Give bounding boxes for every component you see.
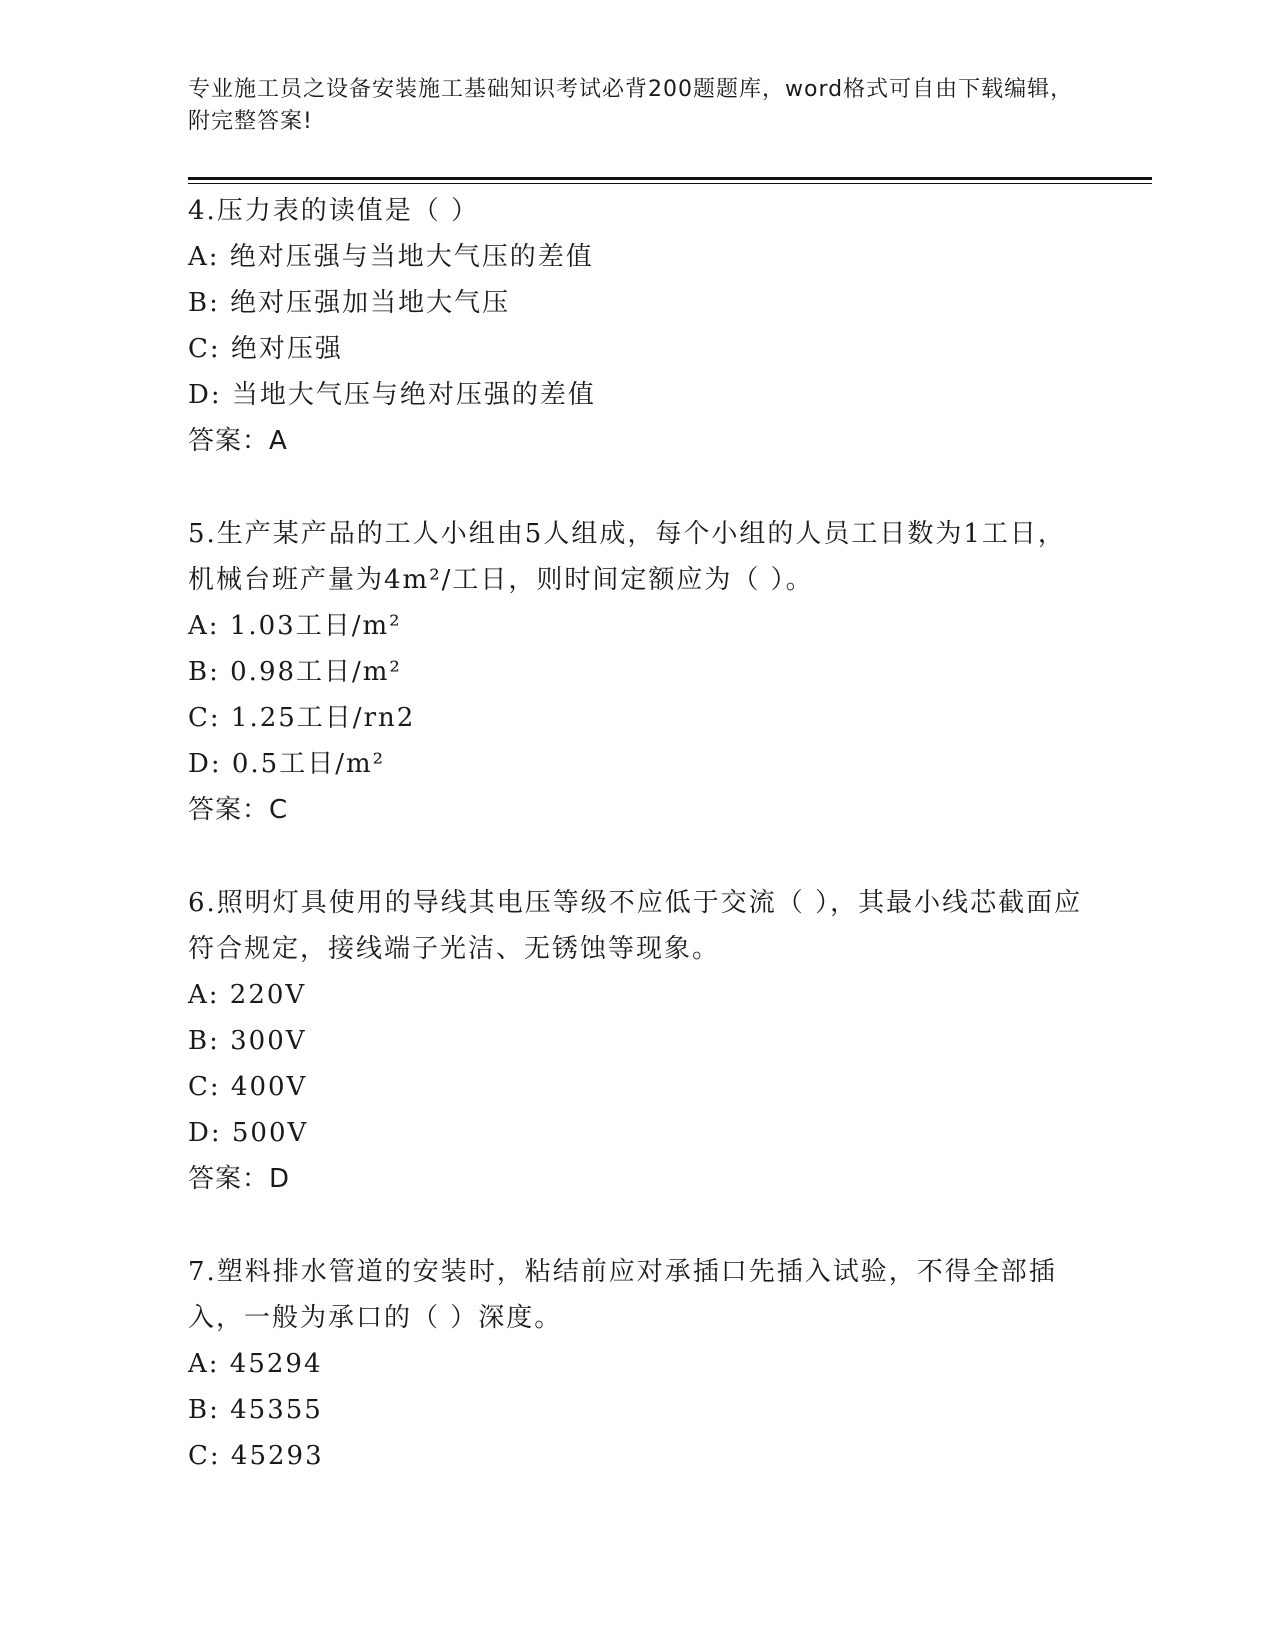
question-stem: 7.塑料排水管道的安装时，粘结前应对承插口先插入试验，不得全部插入，一般为承口的（ ）深度。 xyxy=(188,1257,1057,1333)
question-4 xyxy=(188,188,1088,464)
answer: 答案：C xyxy=(188,795,289,825)
option-b: B: 0.98工日/m² xyxy=(188,657,402,687)
option-b: B: 绝对压强加当地大气压 xyxy=(188,288,511,318)
question-stem: 5.生产某产品的工人小组由5人组成，每个小组的人员工日数为1工日，机械台班产量为4m²/工日，则时间定额应为（ ）。 xyxy=(188,519,1066,595)
header-divider-thick xyxy=(188,177,1152,180)
option-c: C: 45293 xyxy=(188,1441,324,1471)
question-stem: 4.压力表的读值是（ ） xyxy=(188,196,480,226)
option-a: A: 45294 xyxy=(188,1349,323,1379)
question-6 xyxy=(188,880,1088,1202)
option-c: C: 绝对压强 xyxy=(188,334,343,364)
question-7 xyxy=(188,1249,1088,1479)
question-list xyxy=(188,188,1088,1526)
option-a: A: 220V xyxy=(188,980,307,1010)
option-b: B: 45355 xyxy=(188,1395,323,1425)
option-c: C: 400V xyxy=(188,1072,308,1102)
document-header: 专业施工员之设备安装施工基础知识考试必背200题题库，word格式可自由下载编辑，附完整答案! xyxy=(188,77,1074,134)
option-c: C: 1.25工日/rn2 xyxy=(188,703,416,733)
option-d: D: 500V xyxy=(188,1118,309,1148)
answer: 答案：D xyxy=(188,1164,291,1194)
question-5 xyxy=(188,511,1088,833)
option-a: A: 绝对压强与当地大气压的差值 xyxy=(188,242,594,272)
option-d: D: 当地大气压与绝对压强的差值 xyxy=(188,380,596,410)
option-a: A: 1.03工日/m² xyxy=(188,611,402,641)
option-d: D: 0.5工日/m² xyxy=(188,749,386,779)
header-divider-thin xyxy=(188,183,1152,184)
option-b: B: 300V xyxy=(188,1026,307,1056)
question-stem: 6.照明灯具使用的导线其电压等级不应低于交流（ ），其最小线芯截面应符合规定，接线端子光洁、无锈蚀等现象。 xyxy=(188,888,1083,964)
answer: 答案：A xyxy=(188,426,288,456)
